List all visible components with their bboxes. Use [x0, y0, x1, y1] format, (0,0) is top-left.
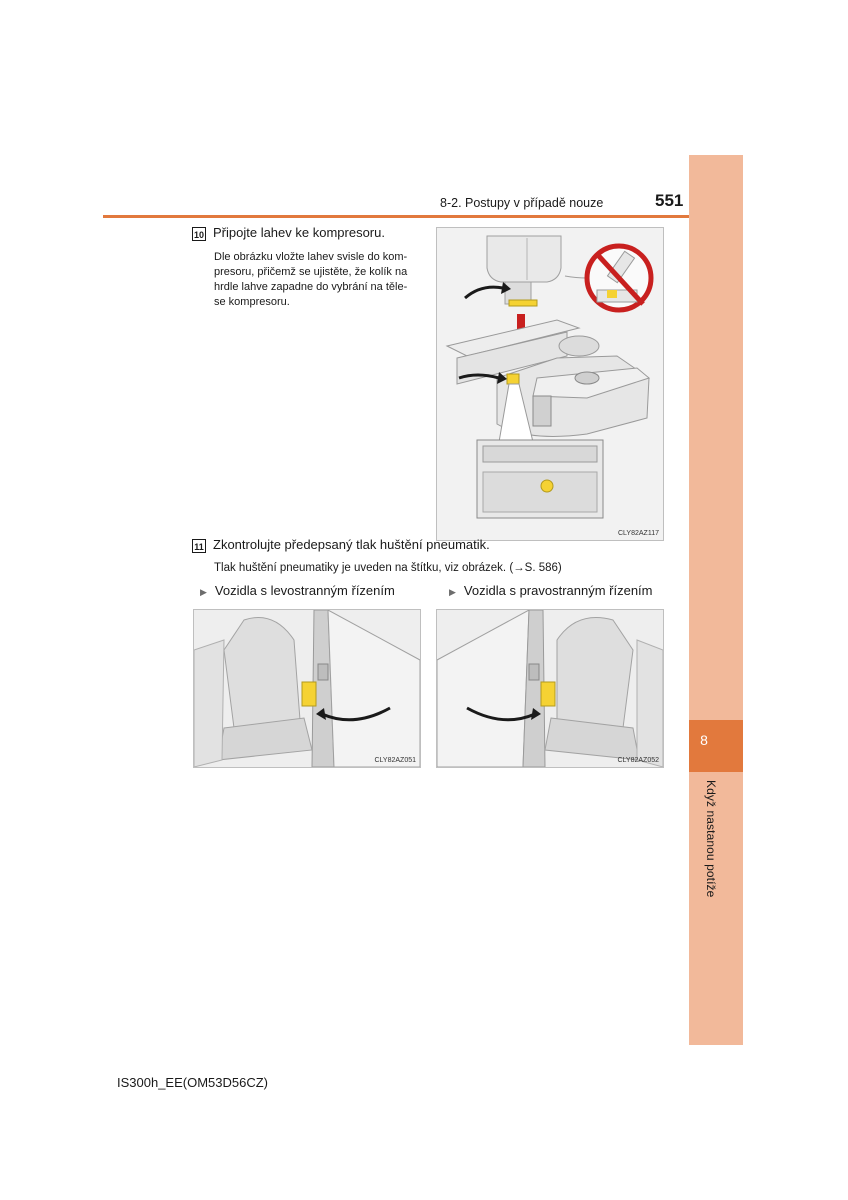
- step-10-description: [214, 250, 434, 310]
- bullet-arrow-icon: ▶: [200, 587, 207, 597]
- page-number: 551: [655, 191, 684, 210]
- step-10-line: presoru, přičemž se ujistěte, že kolík na: [214, 266, 408, 278]
- figure-code: CLY82AZ051: [374, 757, 416, 764]
- step-10-line: hrdle lahve zapadne do vybrání na těle-: [214, 281, 408, 293]
- compressor-illustration: [437, 228, 663, 540]
- model-code: IS300h_EE(OM53D56CZ): [117, 1075, 269, 1090]
- step-11-title: Zkontrolujte předepsaný tlak huštění pneumatik.: [213, 537, 490, 552]
- step-10-badge: 10: [192, 227, 206, 241]
- variant-rhd: [449, 583, 653, 598]
- rhd-door-illustration: [437, 610, 663, 767]
- chapter-title: Když nastanou potíže: [704, 780, 718, 898]
- step-10-line: Dle obrázku vložte lahev svisle do kom-: [214, 251, 408, 263]
- header-rule: [103, 215, 689, 218]
- chapter-number: 8: [700, 732, 708, 748]
- rhd-figure: [436, 609, 664, 768]
- step-11-note: Tlak huštění pneumatiky je uveden na štítku, viz obrázek. (→S. 586): [214, 562, 562, 574]
- bullet-arrow-icon: ▶: [449, 587, 456, 597]
- variant-lhd: [200, 583, 395, 598]
- variant-lhd-label: Vozidla s levostranným řízením: [214, 583, 395, 598]
- step-10-line: se kompresoru.: [214, 296, 290, 308]
- figure-code: CLY82AZ052: [617, 757, 659, 764]
- variant-rhd-label: Vozidla s pravostranným řízením: [463, 583, 653, 598]
- lhd-figure: [193, 609, 421, 768]
- chapter-side-tab: [689, 155, 743, 1045]
- step-11-badge: 11: [192, 539, 206, 553]
- section-title: 8-2. Postupy v případě nouze: [440, 196, 604, 210]
- compressor-figure: [436, 227, 664, 541]
- figure-code: CLY82AZ117: [618, 530, 659, 537]
- step-10-title: Připojte lahev ke kompresoru.: [213, 225, 385, 240]
- lhd-door-illustration: [194, 610, 420, 767]
